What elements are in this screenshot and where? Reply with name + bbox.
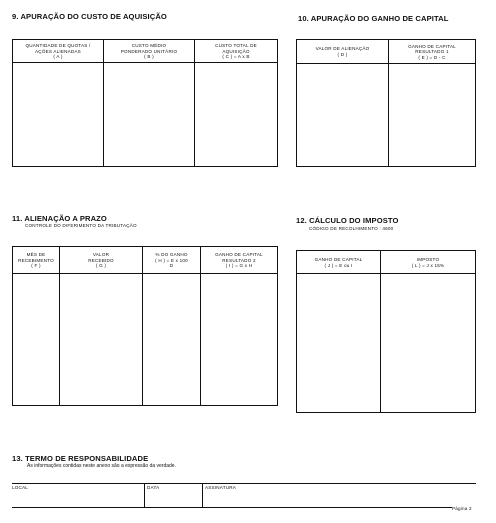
field-divider: [144, 483, 145, 507]
date-label: DATA: [147, 485, 160, 490]
section-9-title: 9. APURAÇÃO DO CUSTO DE AQUISIÇÃO: [12, 12, 167, 21]
col-header-h: % DO GANHO ( H ) = E x 100 D: [155, 252, 188, 269]
section-10-table: [296, 39, 476, 167]
section-11-subtitle: CONTROLE DO DIFERIMENTO DA TRIBUTAÇÃO: [25, 223, 137, 228]
section-11-table: [12, 246, 278, 406]
col-header-a: QUANTIDADE DE QUOTAS / AÇÕES ALIENADAS ( A ): [25, 43, 91, 60]
header-divider: [297, 63, 475, 64]
header-divider: [13, 62, 277, 63]
col-header-b: CUSTO MÉDIO PONDERADO UNITÁRIO ( B ): [120, 43, 178, 60]
col-header-l: IMPOSTO ( L ) = J x 15%: [411, 256, 445, 268]
signature-top-rule: [12, 483, 476, 484]
section-10-title: 10. APURAÇÃO DO GANHO DE CAPITAL: [298, 14, 449, 23]
local-label: LOCAL: [12, 485, 29, 490]
section-11-title: 11. ALIENAÇÃO A PRAZO: [12, 214, 107, 223]
section-12-subtitle: CÓDIGO DE RECOLHIMENTO : 4600: [309, 226, 394, 231]
section-13-title: 13. TERMO DE RESPONSABILIDADE: [12, 454, 149, 463]
col-header-g: VALOR RECEBIDO ( G ): [88, 252, 114, 269]
col-header-i: GANHO DE CAPITAL RESULTADO 2 ( I ) = G x H: [215, 252, 263, 269]
col-header-c: CUSTO TOTAL DE AQUISIÇÃO ( C ) = A x B: [215, 43, 257, 60]
col-header-j: GANHO DE CAPITAL ( J ) = E ou I: [314, 256, 363, 268]
col-header-d: VALOR DE ALIENAÇÃO ( D ): [315, 46, 370, 57]
page-number: Página 2: [452, 506, 472, 511]
field-divider: [202, 483, 203, 507]
responsibility-statement: As informações contidas neste anexo são a expressão da verdade.: [27, 463, 176, 469]
header-divider: [297, 273, 475, 274]
signature-label: ASSINATURA: [205, 485, 237, 490]
signature-bottom-rule: [12, 507, 452, 508]
header-divider: [13, 273, 277, 274]
section-9-table: [12, 39, 278, 167]
col-header-e: GANHO DE CAPITAL RESULTADO 1 ( E ) = D - C: [408, 43, 456, 60]
section-12-table: [296, 250, 476, 413]
col-header-f: MÊS DE RECEBIMENTO ( F ): [18, 252, 54, 269]
section-12-title: 12. CÁLCULO DO IMPOSTO: [296, 216, 399, 225]
column-divider: [380, 251, 381, 412]
